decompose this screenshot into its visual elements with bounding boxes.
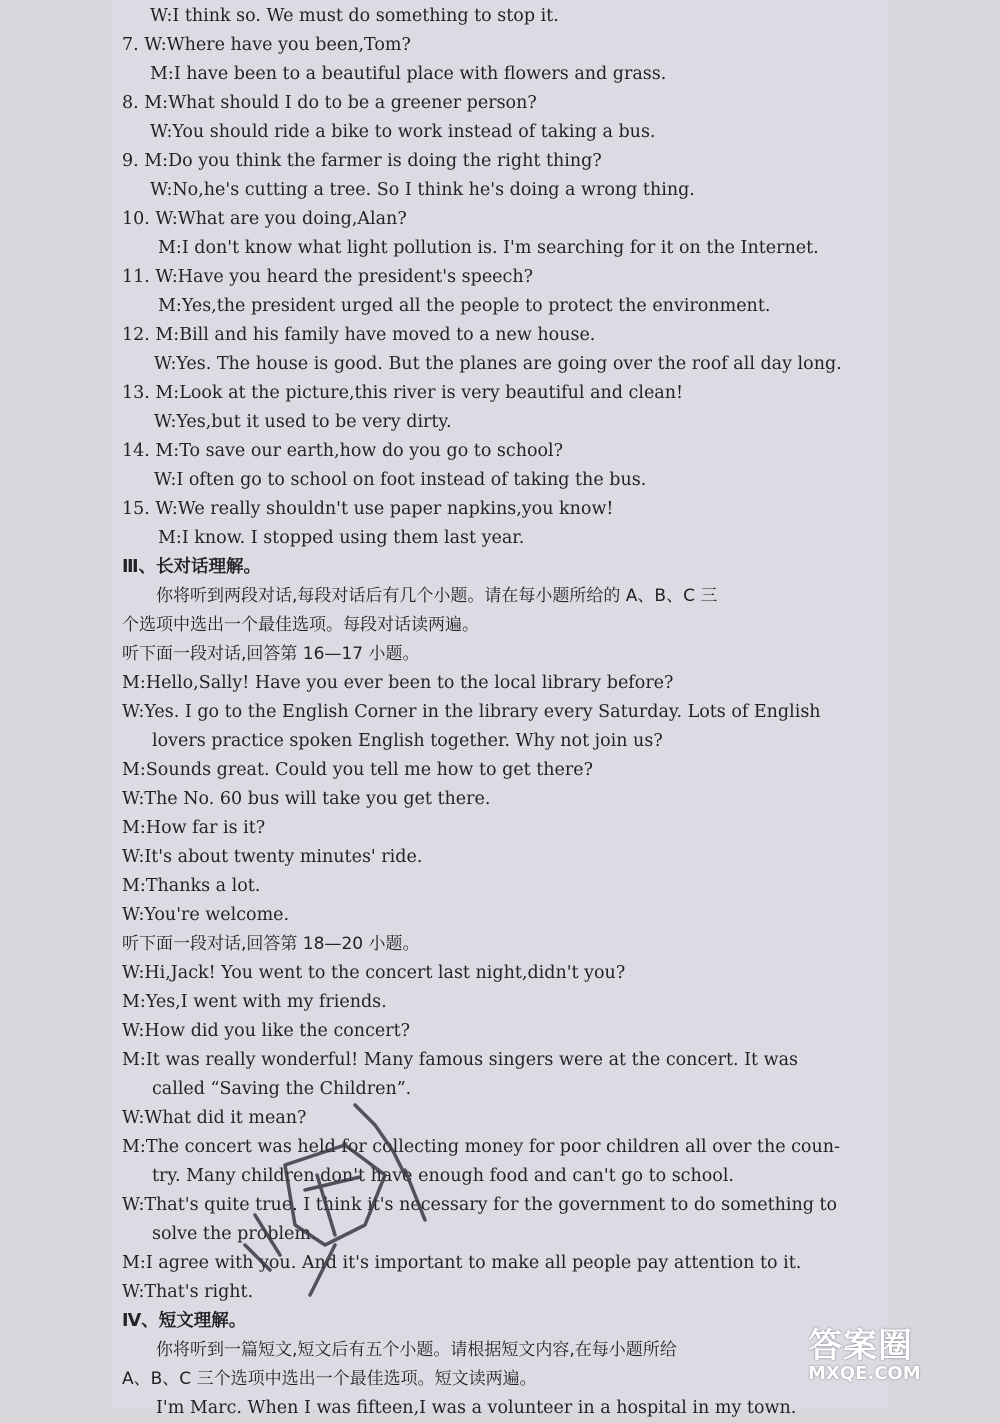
dialogue-line: W:How did you like the concert?	[122, 1021, 411, 1041]
text-line: W:I think so. We must do something to stop it.	[150, 6, 559, 26]
question-11: 11. W:Have you heard the president's speech?	[122, 267, 533, 287]
dialogue-line: W:Yes. I go to the English Corner in the library every Saturday. Lots of English	[122, 702, 821, 722]
instruction-text: 个选项中选出一个最佳选项。每段对话读两遍。	[122, 615, 479, 635]
dialogue-line: M:Yes,I went with my friends.	[122, 992, 387, 1012]
dialogue-line: M:Thanks a lot.	[122, 876, 261, 896]
dialogue-line: M:How far is it?	[122, 818, 266, 838]
question-14: 14. M:To save our earth,how do you go to school?	[122, 441, 564, 461]
question-9: 9. M:Do you think the farmer is doing the right thing?	[122, 151, 602, 171]
section-heading-4: Ⅳ、短文理解。	[122, 1311, 247, 1331]
text-line: M:I have been to a beautiful place with flowers and grass.	[150, 64, 667, 84]
dialogue-intro: 听下面一段对话,回答第 16—17 小题。	[122, 644, 420, 664]
dialogue-line: M:Hello,Sally! Have you ever been to the local library before?	[122, 673, 674, 693]
text-line: M:Yes,the president urged all the people to protect the environment.	[158, 296, 771, 316]
dialogue-line: M:The concert was held for collecting money for poor children all over the coun-	[122, 1137, 840, 1157]
text-line: W:Yes,but it used to be very dirty.	[154, 412, 452, 432]
question-13: 13. M:Look at the picture,this river is very beautiful and clean!	[122, 383, 684, 403]
watermark-domain: MXQE.COM	[808, 1363, 921, 1384]
dialogue-line: M:It was really wonderful! Many famous singers were at the concert. It was	[122, 1050, 799, 1070]
dialogue-line: lovers practice spoken English together. Why not join us?	[152, 731, 663, 751]
dialogue-line: W:The No. 60 bus will take you get there.	[122, 789, 491, 809]
dialogue-line: solve the problem.	[152, 1224, 317, 1244]
dialogue-line: M:I agree with you. And it's important to make all people pay attention to it.	[122, 1253, 802, 1273]
question-7: 7. W:Where have you been,Tom?	[122, 35, 411, 55]
text-line: W:Yes. The house is good. But the planes are going over the roof all day long.	[154, 354, 842, 374]
dialogue-line: try. Many children don't have enough food and can't go to school.	[152, 1166, 734, 1186]
dialogue-line: called “Saving the Children”.	[152, 1079, 412, 1099]
stamp-mark	[225, 1095, 445, 1305]
text-line: M:I know. I stopped using them last year.	[158, 528, 525, 548]
dialogue-line: M:Sounds great. Could you tell me how to get there?	[122, 760, 594, 780]
watermark-logo: 答案圈	[808, 1326, 913, 1366]
text-line: M:I don't know what light pollution is. I'm searching for it on the Internet.	[158, 238, 819, 258]
dialogue-line: W:Hi,Jack! You went to the concert last night,didn't you?	[122, 963, 626, 983]
text-line: W:No,he's cutting a tree. So I think he's doing a wrong thing.	[150, 180, 695, 200]
dialogue-line: W:What did it mean?	[122, 1108, 307, 1128]
section-heading-3: Ⅲ、长对话理解。	[122, 557, 262, 577]
dialogue-line: W:That's right.	[122, 1282, 254, 1302]
question-10: 10. W:What are you doing,Alan?	[122, 209, 407, 229]
question-12: 12. M:Bill and his family have moved to a new house.	[122, 325, 596, 345]
text-line: W:You should ride a bike to work instead of taking a bus.	[150, 122, 656, 142]
question-15: 15. W:We really shouldn't use paper napkins,you know!	[122, 499, 614, 519]
instruction-text: 你将听到一篇短文,短文后有五个小题。请根据短文内容,在每小题所给	[156, 1340, 677, 1360]
passage-text: I'm Marc. When I was fifteen,I was a volunteer in a hospital in my town.	[156, 1398, 797, 1418]
dialogue-line: W:It's about twenty minutes' ride.	[122, 847, 423, 867]
text-line: W:I often go to school on foot instead of taking the bus.	[154, 470, 647, 490]
dialogue-line: W:That's quite true. I think it's necessary for the government to do something to	[122, 1195, 838, 1215]
instruction-text: 你将听到两段对话,每段对话后有几个小题。请在每小题所给的 A、B、C 三	[156, 586, 718, 606]
dialogue-line: W:You're welcome.	[122, 905, 290, 925]
question-8: 8. M:What should I do to be a greener person?	[122, 93, 537, 113]
dialogue-intro: 听下面一段对话,回答第 18—20 小题。	[122, 934, 420, 954]
site-watermark	[808, 1318, 921, 1384]
instruction-text: A、B、C 三个选项中选出一个最佳选项。短文读两遍。	[122, 1369, 537, 1389]
